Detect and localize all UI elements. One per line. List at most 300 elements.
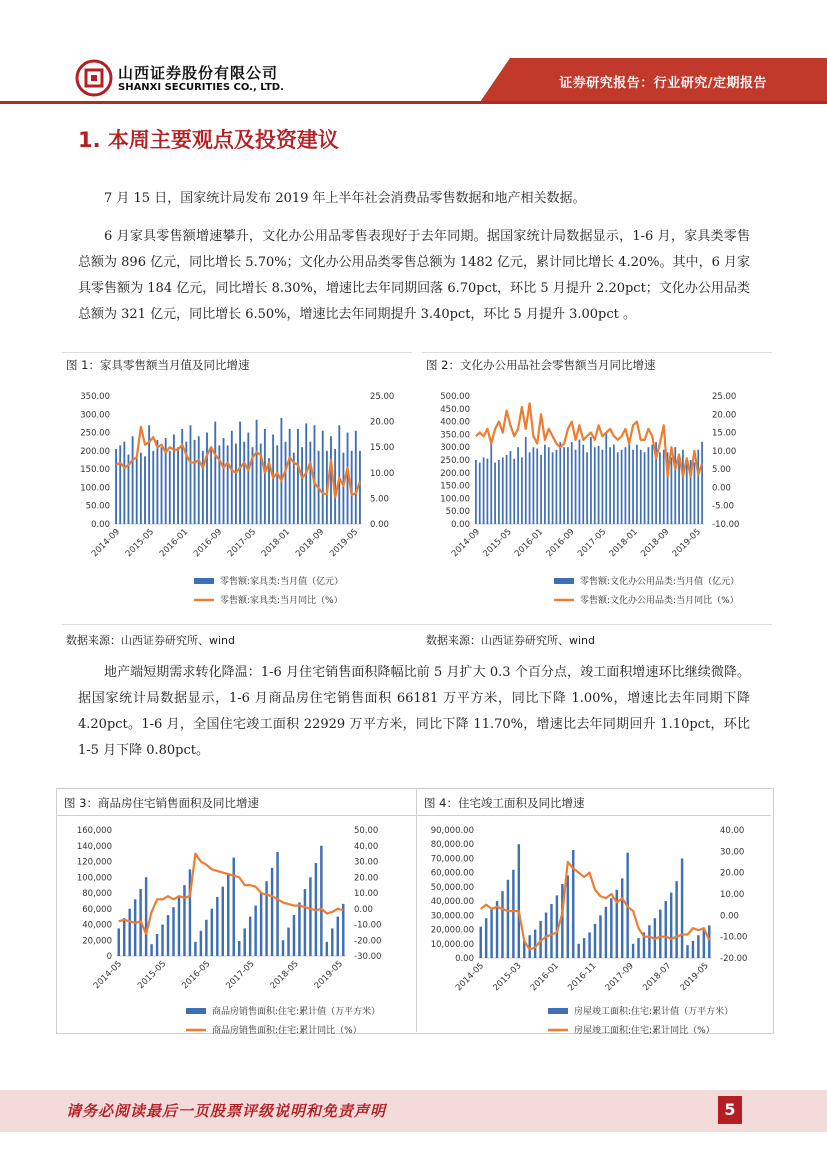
bar xyxy=(331,928,333,956)
x-axis-tick-label: 2017-05 xyxy=(224,959,257,992)
bar xyxy=(243,928,245,956)
left-axis-tick-label: 300.00 xyxy=(440,443,470,454)
right-axis-tick-label: -10.00 xyxy=(712,520,740,530)
chart-office-supplies-retail xyxy=(422,388,777,618)
right-axis-tick-label: 20.00 xyxy=(712,410,737,421)
bar xyxy=(276,445,278,524)
bar xyxy=(588,932,590,958)
x-axis-tick-label: 2015-03 xyxy=(491,961,524,994)
bar xyxy=(272,434,274,524)
x-axis-tick-label: 2016-09 xyxy=(544,527,577,560)
left-axis-tick-label: 100.00 xyxy=(440,494,470,505)
bar xyxy=(586,452,588,524)
bar xyxy=(567,876,569,958)
bar xyxy=(475,460,477,524)
fig-row1-bottom-rule xyxy=(62,624,772,625)
bar xyxy=(640,450,642,524)
bar xyxy=(602,450,604,524)
bar xyxy=(190,425,192,524)
right-axis-tick-label: 5.00 xyxy=(370,494,389,505)
right-axis-tick-label: 25.00 xyxy=(370,392,395,402)
left-axis-tick-label: 0 xyxy=(106,952,112,962)
x-axis-tick-label: 2014-09 xyxy=(89,527,123,560)
bar xyxy=(177,447,179,524)
x-axis-tick-label: 2018-05 xyxy=(268,959,301,992)
bar xyxy=(128,909,130,956)
x-axis-tick-label: 2019-05 xyxy=(670,527,703,560)
bar xyxy=(194,942,196,956)
x-axis-tick-label: 2018-09 xyxy=(639,527,672,560)
bar xyxy=(659,910,661,958)
fig4-caption: 图 4：住宅竣工面积及同比增速 xyxy=(424,796,585,810)
left-axis-tick-label: 350.00 xyxy=(440,430,470,441)
bar xyxy=(140,453,142,524)
legend-bar-label: 商品房销售面积:住宅:累计值（万平方米） xyxy=(212,1007,381,1017)
bar xyxy=(697,935,699,958)
x-axis-tick-label: 2017-05 xyxy=(576,527,609,560)
bar xyxy=(144,456,146,524)
left-axis-tick-label: 160,000 xyxy=(76,826,112,836)
bar xyxy=(264,429,266,524)
bar xyxy=(322,431,324,524)
paragraph-1: 7 月 15 日，国家统计局发布 2019 年上半年社会消费品零售数据和地产相关数据。 xyxy=(104,191,586,206)
left-axis-tick-label: 90,000.00 xyxy=(430,826,474,836)
fig1-top-rule xyxy=(62,352,412,353)
bar xyxy=(494,463,496,524)
bar xyxy=(206,433,208,524)
right-axis-tick-label: 10.00 xyxy=(370,468,395,479)
bar xyxy=(625,447,627,524)
bar xyxy=(594,924,596,958)
bar xyxy=(605,907,607,958)
bar xyxy=(178,897,180,956)
left-axis-tick-label: 10,000.00 xyxy=(430,939,474,950)
bar xyxy=(579,440,581,524)
left-axis-tick-label: 60,000 xyxy=(82,904,112,915)
left-axis-tick-label: 200.00 xyxy=(80,446,110,457)
bar xyxy=(265,881,267,956)
bar xyxy=(134,899,136,956)
bar xyxy=(534,930,536,958)
bar xyxy=(271,868,273,956)
fig2-caption: 图 2：文化办公用品社会零售额当月同比增速 xyxy=(426,358,656,372)
bar xyxy=(285,442,287,524)
x-axis-tick-label: 2019-05 xyxy=(678,961,711,994)
bar xyxy=(617,452,619,524)
bar xyxy=(118,928,120,956)
left-axis-tick-label: 40,000.00 xyxy=(430,897,474,908)
right-axis-tick-label: 25.00 xyxy=(712,392,737,402)
fig2-top-rule xyxy=(422,352,772,353)
right-axis-tick-label: 5.00 xyxy=(712,465,731,476)
header-rule xyxy=(0,101,827,104)
x-axis-tick-label: 2016-11 xyxy=(566,961,599,994)
x-axis-tick-label: 2019-05 xyxy=(328,527,361,560)
left-axis-tick-label: 150.00 xyxy=(80,465,110,476)
right-axis-tick-label: -5.00 xyxy=(712,501,734,512)
bar xyxy=(559,442,561,524)
bar xyxy=(338,425,340,524)
paragraph-2: 6 月家具零售额增速攀升，文化办公用品零售表现好于去年同期。据国家统计局数据显示，1-6 月，家具类零售总额为 896 亿元，同比增长 5.70%；文化办公用品类零售总额为 1482 亿元，累计同比增长 4.20%。其中，6 月家具零售额为 184 亿元，同比增长 8.30%，增速比去年同期回落 6.70pct，环比 5 月提升 2.20pct；文化办公用品类总额为 321 亿元，同比增长 6.50%，增速比去年同期提升 3.40pct，环比 5 月提升 3.00pct 。 xyxy=(78,229,750,322)
bar xyxy=(156,440,158,524)
x-axis-tick-label: 2014-05 xyxy=(453,961,487,994)
bar xyxy=(145,877,147,956)
bar xyxy=(506,455,508,524)
paragraph-3: 地产端短期需求转化降温：1-6 月住宅销售面积降幅比前 5 月扩大 0.3 个百分点，竣工面积增速环比继续微降。据国家统计局数据显示，1-6 月商品房住宅销售面积 66181 万平方米，同比下降 1.00%，增速比去年同期下降 4.20pct。1-6 月，全国住宅竣工面积 22929 万平方米，同比下降 11.70%，增速比去年同期回升 1.10pct，环比 1-5 月下降 0.80pct。 xyxy=(78,665,750,758)
x-axis-tick-label: 2017-05 xyxy=(225,527,259,560)
legend-bar-swatch xyxy=(554,578,574,584)
bar xyxy=(289,429,291,524)
bar xyxy=(342,904,344,956)
bar xyxy=(681,858,683,958)
bar xyxy=(507,880,509,958)
chart-residential-completion-area xyxy=(418,822,770,1036)
bar xyxy=(636,445,638,524)
left-axis-tick-label: 300.00 xyxy=(80,410,110,421)
x-axis-tick-label: 2015-05 xyxy=(481,527,514,560)
bar xyxy=(703,930,705,958)
bar xyxy=(123,442,125,524)
right-axis-tick-label: 20.00 xyxy=(354,873,379,884)
right-axis-tick-label: 0.00 xyxy=(720,911,739,922)
right-axis-tick-label: -10.00 xyxy=(720,932,748,943)
bar xyxy=(161,925,163,957)
legend-bar-label: 零售额:文化办公用品类:当月值（亿元） xyxy=(580,577,740,587)
bar xyxy=(181,429,183,524)
bar xyxy=(678,455,680,524)
bar xyxy=(548,447,550,524)
left-axis-tick-label: 0.00 xyxy=(455,954,474,964)
fig-row2-caption-rule xyxy=(57,815,771,816)
section-title: 1. 本周主要观点及投资建议 xyxy=(78,128,339,152)
bar xyxy=(517,447,519,524)
bar xyxy=(501,891,503,958)
bar xyxy=(169,451,171,524)
bar xyxy=(644,452,646,524)
x-axis-tick-label: 2014-09 xyxy=(449,527,483,560)
bar xyxy=(304,889,306,956)
company-logo xyxy=(74,58,114,98)
bar xyxy=(233,858,235,956)
bar xyxy=(490,910,492,958)
page-number: 5 xyxy=(718,1096,742,1124)
bar xyxy=(218,445,220,524)
bar xyxy=(594,447,596,524)
left-axis-tick-label: 0.00 xyxy=(451,520,470,530)
bar xyxy=(485,918,487,958)
left-axis-tick-label: 40,000 xyxy=(82,920,112,931)
legend-bar-swatch xyxy=(194,578,214,584)
bar xyxy=(512,870,514,958)
bar xyxy=(686,945,688,958)
bar xyxy=(115,449,117,524)
bar xyxy=(260,893,262,956)
right-axis-tick-label: 10.00 xyxy=(354,889,379,899)
right-axis-tick-label: 30.00 xyxy=(720,847,745,858)
left-axis-tick-label: 20,000.00 xyxy=(430,925,474,936)
fig3-caption: 图 3：商品房住宅销售面积及同比增速 xyxy=(64,796,259,810)
bar xyxy=(674,447,676,524)
left-axis-tick-label: 250.00 xyxy=(440,456,470,466)
bar xyxy=(326,942,328,956)
right-axis-tick-label: 0.00 xyxy=(712,483,731,494)
bar xyxy=(583,938,585,958)
bar xyxy=(247,433,249,524)
left-axis-tick-label: 400.00 xyxy=(440,417,470,428)
bar xyxy=(582,445,584,524)
bar xyxy=(544,445,546,524)
bar xyxy=(309,877,311,956)
bar xyxy=(480,927,482,958)
bar xyxy=(632,450,634,524)
bar xyxy=(238,941,240,956)
bar xyxy=(552,452,554,524)
bar xyxy=(167,915,169,956)
legend-line-label: 零售额:家具类:当月同比（%） xyxy=(220,596,343,606)
bar xyxy=(692,941,694,958)
bar xyxy=(227,445,229,524)
bar xyxy=(276,852,278,956)
bar xyxy=(487,459,489,524)
fig1-caption: 图 1：家具零售额当月值及同比增速 xyxy=(66,358,250,372)
bar xyxy=(598,446,600,524)
bar xyxy=(205,920,207,956)
left-axis-tick-label: 70,000.00 xyxy=(430,854,474,865)
bar xyxy=(536,448,538,524)
bar xyxy=(529,452,531,524)
bar xyxy=(651,445,653,524)
bar xyxy=(590,437,592,524)
right-axis-tick-label: 15.00 xyxy=(712,428,737,439)
bar xyxy=(556,450,558,524)
bar xyxy=(200,931,202,956)
bar xyxy=(637,938,639,958)
legend-bar-label: 零售额:家具类:当月值（亿元） xyxy=(220,577,344,587)
x-axis-tick-label: 2016-05 xyxy=(180,959,213,992)
bar xyxy=(231,431,233,524)
bar xyxy=(682,450,684,524)
legend-bar-swatch xyxy=(186,1008,206,1014)
bar xyxy=(483,457,485,524)
bar xyxy=(132,436,134,524)
bar xyxy=(330,436,332,524)
left-axis-tick-label: 0.00 xyxy=(91,520,110,530)
left-axis-tick-label: 100,000 xyxy=(76,873,112,884)
left-axis-tick-label: 200.00 xyxy=(440,468,470,479)
fig-row2-divider xyxy=(416,788,417,1032)
bar xyxy=(150,944,152,956)
bar xyxy=(697,450,699,524)
bar xyxy=(571,442,573,524)
fig1-source: 数据来源：山西证券研究所、wind xyxy=(66,634,236,647)
bar xyxy=(202,451,204,524)
bar xyxy=(301,447,303,524)
bar xyxy=(123,918,125,956)
left-axis-tick-label: 20,000 xyxy=(82,936,112,947)
left-axis-tick-label: 140,000 xyxy=(76,841,112,852)
bar xyxy=(282,940,284,956)
bar xyxy=(183,885,185,956)
x-axis-tick-label: 2015-05 xyxy=(123,527,157,560)
bar xyxy=(613,445,615,524)
bar xyxy=(665,901,667,958)
bar xyxy=(621,878,623,958)
left-axis-tick-label: 30,000.00 xyxy=(430,911,474,922)
right-axis-tick-label: 30.00 xyxy=(354,857,379,868)
right-axis-tick-label: 50.00 xyxy=(354,826,379,836)
bar xyxy=(550,904,552,958)
legend-bar-swatch xyxy=(548,1008,568,1014)
bar xyxy=(502,457,504,524)
bar xyxy=(161,447,163,524)
bar xyxy=(525,437,527,524)
bar xyxy=(214,422,216,524)
right-axis-tick-label: 20.00 xyxy=(720,868,745,879)
bar xyxy=(337,917,339,956)
bar xyxy=(575,450,577,524)
bar xyxy=(194,440,196,524)
bar xyxy=(610,898,612,958)
bar xyxy=(239,422,241,524)
bar xyxy=(648,925,650,958)
bar xyxy=(227,873,229,956)
bar xyxy=(518,844,520,958)
bar xyxy=(686,460,688,524)
x-axis-tick-label: 2017-09 xyxy=(603,961,636,994)
bar xyxy=(156,934,158,956)
bar xyxy=(249,917,251,956)
x-axis-tick-label: 2018-09 xyxy=(294,527,327,560)
left-axis-tick-label: 150.00 xyxy=(440,481,470,492)
right-axis-tick-label: 0.00 xyxy=(370,520,389,530)
bar xyxy=(510,451,512,524)
bar xyxy=(490,440,492,524)
report-type: 证券研究报告：行业研究/定期报告 xyxy=(559,76,767,91)
bar xyxy=(256,420,258,524)
left-axis-tick-label: 500.00 xyxy=(440,392,470,402)
bar xyxy=(355,431,357,524)
bar xyxy=(621,450,623,524)
x-axis-tick-label: 2018-07 xyxy=(641,961,674,994)
bar xyxy=(609,447,611,524)
bar xyxy=(513,459,515,524)
x-axis-tick-label: 2016-09 xyxy=(191,527,225,560)
right-axis-tick-label: 40.00 xyxy=(720,826,745,836)
bar xyxy=(663,450,665,524)
bar xyxy=(359,451,361,524)
fig2-source: 数据来源：山西证券研究所、wind xyxy=(426,634,596,647)
right-axis-tick-label: -30.00 xyxy=(354,952,382,962)
right-axis-tick-label: 40.00 xyxy=(354,841,379,852)
bar xyxy=(172,907,174,956)
x-axis-tick-label: 2015-05 xyxy=(136,959,169,992)
bar xyxy=(577,944,579,958)
right-axis-tick-label: 0.00 xyxy=(354,904,373,915)
legend-line-label: 零售额:文化办公用品类:当月同比（%） xyxy=(580,596,739,606)
left-axis-tick-label: 80,000.00 xyxy=(430,840,474,851)
x-axis-tick-label: 2016-01 xyxy=(513,527,546,560)
left-axis-tick-label: 50.00 xyxy=(85,501,110,512)
left-axis-tick-label: 50.00 xyxy=(445,507,470,518)
bar xyxy=(599,915,601,958)
bar xyxy=(521,457,523,524)
bar xyxy=(136,458,138,524)
bar xyxy=(216,897,218,956)
right-axis-tick-label: 15.00 xyxy=(370,443,395,454)
left-axis-tick-label: 350.00 xyxy=(80,392,110,402)
left-axis-tick-label: 80,000 xyxy=(82,889,112,899)
left-axis-tick-label: 50,000.00 xyxy=(430,882,474,893)
bar xyxy=(675,881,677,958)
bar xyxy=(567,447,569,524)
x-axis-tick-label: 2019-05 xyxy=(312,959,345,992)
bar xyxy=(342,453,344,524)
right-axis-tick-label: -10.00 xyxy=(354,920,382,931)
x-axis-tick-label: 2016-01 xyxy=(157,527,191,560)
bar xyxy=(563,447,565,524)
right-axis-tick-label: 10.00 xyxy=(720,890,745,900)
legend-line-label: 房屋竣工面积:住宅:累计同比（%） xyxy=(574,1026,715,1036)
legend-bar-label: 房屋竣工面积:住宅:累计值（万平方米） xyxy=(574,1007,734,1017)
bar xyxy=(211,909,213,956)
bar xyxy=(280,418,282,524)
bar xyxy=(533,447,535,524)
left-axis-tick-label: 100.00 xyxy=(80,483,110,494)
chart-residential-sales-area xyxy=(58,822,414,1036)
bar xyxy=(223,438,225,524)
x-axis-tick-label: 2016-01 xyxy=(528,961,562,994)
bar xyxy=(632,944,634,958)
bar xyxy=(287,928,289,956)
bar xyxy=(309,442,311,524)
bar xyxy=(298,902,300,956)
bar xyxy=(235,444,237,524)
bar xyxy=(605,433,607,524)
bar xyxy=(222,887,224,956)
bar xyxy=(293,915,295,956)
x-axis-tick-label: 2018-01 xyxy=(607,527,640,560)
bar xyxy=(670,893,672,958)
company-name-en: SHANXI SECURITIES CO., LTD. xyxy=(118,82,284,93)
bar xyxy=(119,445,121,524)
right-axis-tick-label: 20.00 xyxy=(370,417,395,428)
chart-furniture-retail xyxy=(62,388,412,618)
bar xyxy=(659,452,661,524)
bar xyxy=(297,429,299,524)
bar xyxy=(694,463,696,524)
bar xyxy=(198,436,200,524)
bar xyxy=(254,906,256,956)
left-axis-tick-label: 60,000.00 xyxy=(430,868,474,879)
bar xyxy=(701,442,703,524)
bar xyxy=(540,455,542,524)
right-axis-tick-label: 10.00 xyxy=(712,446,737,457)
legend-line-label: 商品房销售面积:住宅:累计同比（%） xyxy=(212,1026,362,1036)
bar xyxy=(628,440,630,524)
left-axis-tick-label: 120,000 xyxy=(76,857,112,868)
footer-disclaimer: 请务必阅读最后一页股票评级说明和免责声明 xyxy=(66,1102,387,1120)
bar xyxy=(648,447,650,524)
bar xyxy=(671,457,673,524)
bar xyxy=(320,846,322,956)
x-axis-tick-label: 2018-01 xyxy=(259,527,293,560)
left-axis-tick-label: 250.00 xyxy=(80,428,110,439)
bar xyxy=(152,451,154,524)
bar xyxy=(210,449,212,524)
bar xyxy=(173,434,175,524)
bar xyxy=(479,463,481,524)
right-axis-tick-label: -20.00 xyxy=(354,936,382,947)
